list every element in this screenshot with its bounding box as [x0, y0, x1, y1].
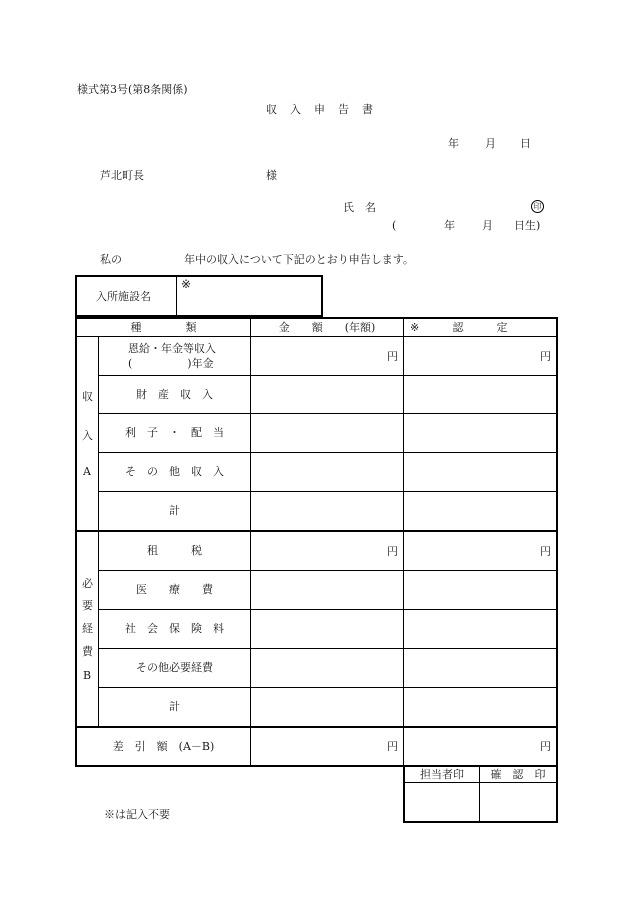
expense-group-char: 費: [82, 645, 93, 658]
income-row-label: 財 産 収 入: [136, 387, 213, 401]
income-subtotal-label: 計: [169, 504, 180, 518]
header-amount: 金 額 (年額): [278, 320, 376, 334]
confirm-seal-label: 確 認 印: [490, 767, 546, 781]
amount-column-inputs[interactable]: [251, 337, 403, 765]
declaration-prefix: 私の: [100, 253, 122, 266]
amount-unit: 円: [387, 350, 398, 363]
staff-seal-label: 担当者印: [420, 767, 464, 781]
applicant-name-label: 氏 名: [343, 201, 376, 214]
expense-group-char: 必: [82, 577, 93, 590]
facility-input[interactable]: [177, 278, 321, 315]
expense-group-char: 経: [82, 622, 93, 635]
seal-mark: 印: [531, 200, 544, 213]
income-group-char: A: [83, 465, 91, 478]
expense-row-label: 医 療 費: [136, 583, 213, 597]
expense-subtotal-label: 計: [169, 700, 180, 714]
expense-group-char: B: [83, 669, 92, 682]
expense-group-char: 要: [82, 599, 93, 612]
facility-label: 入所施設名: [96, 290, 151, 303]
header-approval: 認 定: [452, 320, 508, 334]
birth-day: 日生): [514, 219, 541, 232]
birth-month: 月: [482, 219, 493, 232]
expense-row-label: 租 税: [147, 544, 202, 558]
addressee-honorific: 様: [266, 169, 277, 182]
facility-note-mark: ※: [181, 277, 192, 291]
header-type: 種 類: [130, 320, 197, 334]
income-row-label: 恩給・年金等収入: [128, 342, 216, 355]
date-day: 日: [520, 137, 531, 150]
expense-row-label: 社 会 保 険 料: [125, 622, 224, 636]
income-group-char: 入: [82, 429, 93, 442]
date-month: 月: [485, 137, 496, 150]
birth-open-paren: (: [392, 219, 397, 232]
amount-unit: 円: [387, 740, 398, 753]
income-group-char: 収: [82, 390, 93, 403]
document-title: 収 入 申 告 書: [266, 103, 374, 116]
income-row-label: ( )年金: [128, 357, 214, 370]
declaration-text: 年中の収入について下記のとおり申告します。: [184, 253, 414, 266]
addressee-name: 芦北町長: [100, 169, 144, 182]
approval-unit: 円: [540, 350, 551, 363]
income-row-label: 利 子 ・ 配 当: [125, 426, 224, 440]
difference-label: 差 引 額 (A－B): [112, 739, 215, 753]
income-row-label: そ の 他 収 入: [125, 465, 224, 479]
approval-unit: 円: [540, 740, 551, 753]
amount-unit: 円: [387, 545, 398, 558]
birth-year: 年: [444, 219, 455, 232]
approval-column-inputs[interactable]: [404, 337, 556, 765]
date-year: 年: [448, 137, 459, 150]
header-approval-mark: ※: [410, 321, 420, 334]
form-number: 様式第3号(第8条関係): [77, 83, 188, 96]
approval-unit: 円: [540, 545, 551, 558]
footnote: ※は記入不要: [104, 808, 170, 821]
expense-row-label: その他必要経費: [136, 661, 213, 675]
